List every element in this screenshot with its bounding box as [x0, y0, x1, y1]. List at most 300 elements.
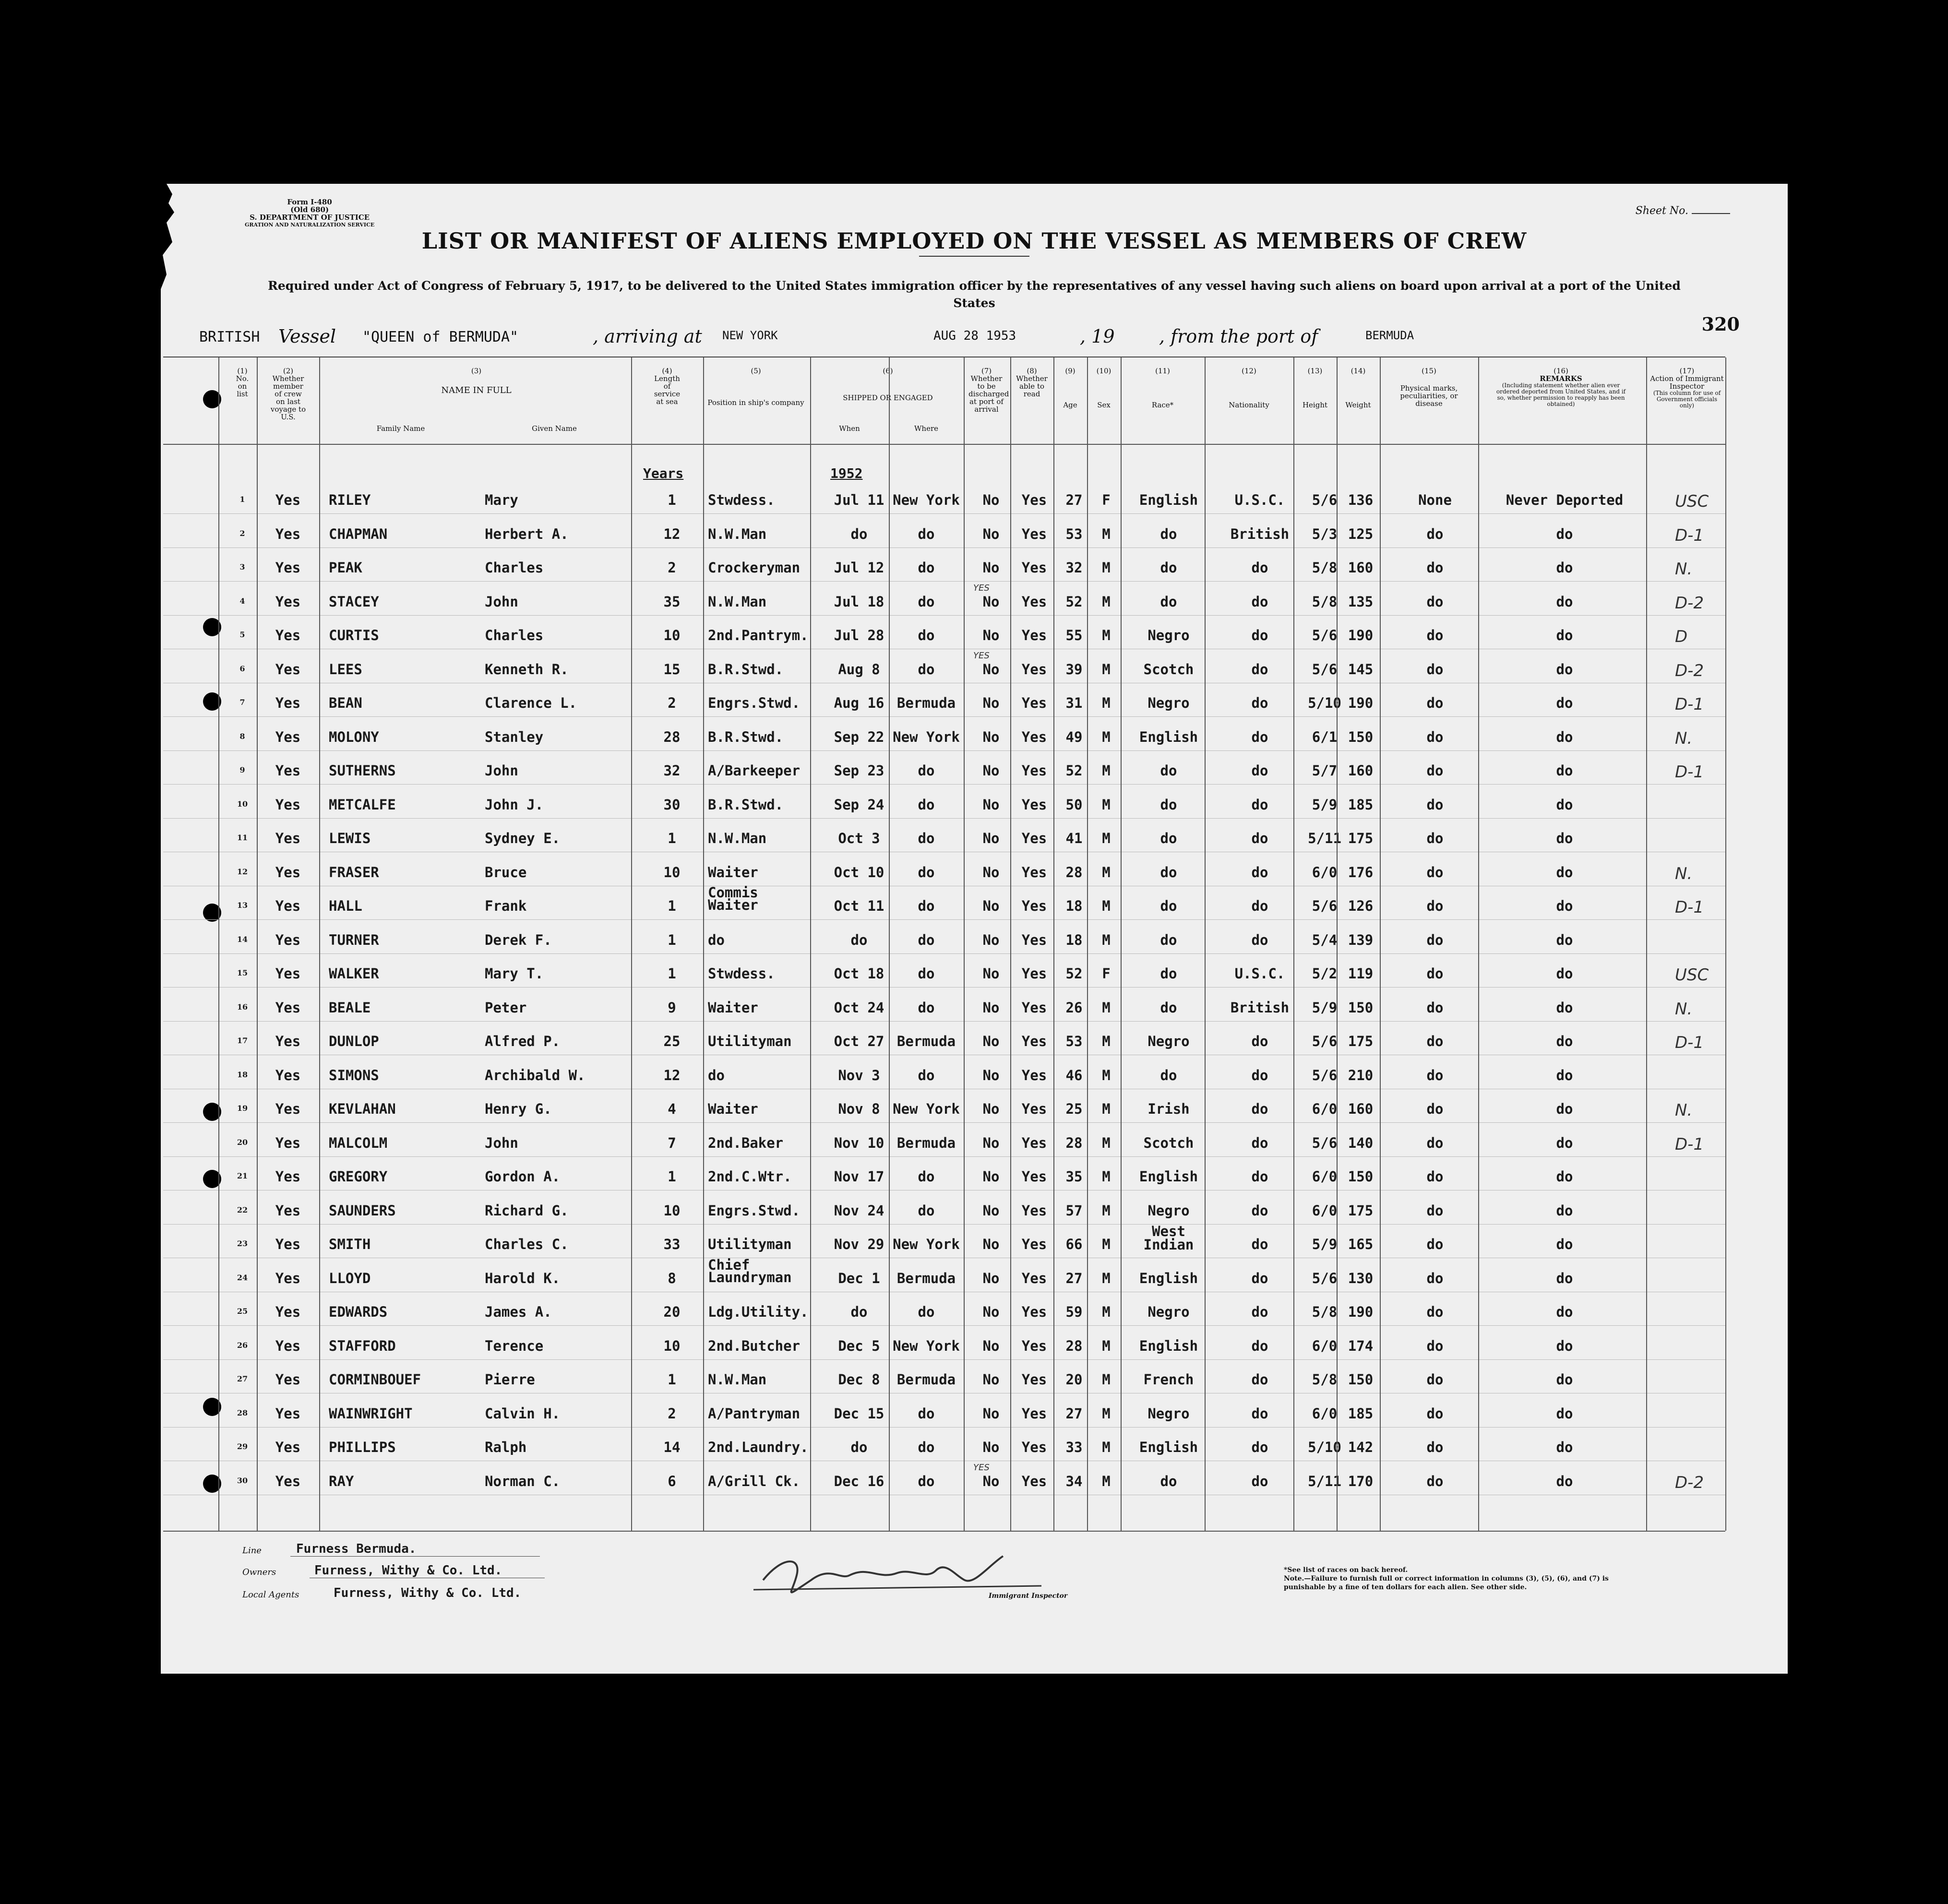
shipped-where: do — [918, 1439, 935, 1455]
physical-marks: do — [1426, 830, 1444, 846]
service-years: 10 — [663, 1202, 681, 1219]
row-rule — [163, 547, 1725, 548]
nationality: U.S.C. — [1234, 965, 1285, 982]
family-name: METCALFE — [329, 796, 396, 813]
row-number: 9 — [239, 765, 245, 774]
inspector-action: D-1 — [1675, 695, 1704, 714]
sex: M — [1102, 1101, 1111, 1117]
race: Negro — [1147, 627, 1190, 643]
nationality: do — [1251, 1439, 1268, 1455]
column-rule — [631, 357, 632, 1531]
physical-marks: do — [1426, 1439, 1444, 1455]
family-name: HALL — [329, 898, 362, 914]
service-years: 12 — [663, 1067, 681, 1083]
row-number: 21 — [237, 1171, 248, 1180]
agents-label: Local Agents — [242, 1590, 299, 1600]
shipped-when: Oct 27 — [834, 1033, 884, 1049]
physical-marks: do — [1426, 931, 1444, 948]
row-rule — [163, 1224, 1725, 1225]
inspector-action: USC — [1675, 492, 1709, 511]
physical-marks: do — [1426, 1168, 1444, 1185]
height: 5/2 — [1312, 965, 1338, 982]
age: 34 — [1065, 1473, 1083, 1489]
physical-marks: do — [1426, 661, 1444, 678]
vessel-label: Vessel — [278, 326, 336, 347]
prev-voyage: Yes — [275, 1202, 301, 1219]
race: Negro — [1147, 695, 1190, 711]
prev-voyage: Yes — [275, 1067, 301, 1083]
given-name: Harold K. — [485, 1270, 561, 1286]
form-department: S. DEPARTMENT OF JUSTICE — [250, 213, 370, 222]
sex: M — [1102, 695, 1111, 711]
service-years: 30 — [663, 796, 681, 813]
row-rule — [163, 750, 1725, 751]
position: Waiter — [708, 1101, 758, 1117]
remarks: do — [1556, 796, 1573, 813]
form-identifier — [245, 198, 374, 229]
sex: M — [1102, 931, 1111, 948]
row-number: 13 — [237, 901, 248, 910]
col15-header: (15) Physical marks, peculiarities, or disease — [1400, 367, 1458, 408]
height: 5/9 — [1312, 796, 1338, 813]
remarks: do — [1556, 1439, 1573, 1455]
col13-header: (13) Height — [1302, 367, 1328, 409]
sex: M — [1102, 830, 1111, 846]
sex: M — [1102, 661, 1111, 678]
races-note: *See list of races on back hereof. — [1284, 1566, 1408, 1574]
family-name: FRASER — [329, 864, 379, 881]
position: N.W.Man — [708, 593, 767, 610]
discharged: No — [982, 627, 1000, 643]
remarks: do — [1556, 1473, 1573, 1489]
service-years: 10 — [663, 864, 681, 881]
shipped-where: Bermuda — [896, 1270, 956, 1286]
nationality: do — [1251, 1101, 1268, 1117]
col3-header: (3) NAME IN FULL — [441, 367, 512, 395]
shipped-when: do — [850, 931, 868, 948]
shipped-when: Nov 24 — [834, 1202, 884, 1219]
weight: 190 — [1348, 1304, 1374, 1320]
given-name: Calvin H. — [485, 1405, 561, 1422]
given-name: Henry G. — [485, 1101, 552, 1117]
form-old-number: (Old 680) — [290, 205, 329, 214]
physical-marks: do — [1426, 728, 1444, 745]
age: 31 — [1065, 695, 1083, 711]
discharged: No — [982, 525, 1000, 542]
position: Crockeryman — [708, 559, 801, 576]
prev-voyage: Yes — [275, 999, 301, 1016]
col9-header: (9) Age — [1063, 367, 1077, 409]
discharged: No — [982, 593, 1000, 610]
shipped-where: Bermuda — [896, 1134, 956, 1151]
column-rule — [1380, 357, 1381, 1531]
nationality: do — [1251, 1168, 1268, 1185]
remarks: do — [1556, 931, 1573, 948]
nationality: do — [1251, 1033, 1268, 1049]
remarks: do — [1556, 1405, 1573, 1422]
discharged: No — [982, 1168, 1000, 1185]
remarks: do — [1556, 898, 1573, 914]
age: 20 — [1065, 1371, 1083, 1388]
col7-header: (7) Whether to be discharged at port of arrival — [968, 367, 1009, 414]
position: A/Grill Ck. — [708, 1473, 801, 1489]
column-rule — [1053, 357, 1054, 1531]
shipped-where: do — [918, 762, 935, 779]
shipped-where: do — [918, 999, 935, 1016]
prev-voyage: Yes — [275, 830, 301, 846]
race: do — [1160, 898, 1177, 914]
remarks: do — [1556, 1236, 1573, 1252]
race: French — [1143, 1371, 1194, 1388]
position: B.R.Stwd. — [708, 728, 784, 745]
given-name: Ralph — [485, 1439, 527, 1455]
age: 27 — [1065, 1405, 1083, 1422]
remarks: do — [1556, 830, 1573, 846]
race: Negro — [1147, 1304, 1190, 1320]
given-name: John — [485, 593, 518, 610]
discharged: No — [982, 695, 1000, 711]
nationality: do — [1251, 1236, 1268, 1252]
able-to-read: Yes — [1021, 728, 1047, 745]
nationality: British — [1230, 999, 1290, 1016]
row-rule — [163, 1359, 1725, 1360]
sex: M — [1102, 1337, 1111, 1354]
shipped-when: Oct 10 — [834, 864, 884, 881]
able-to-read: Yes — [1021, 1168, 1047, 1185]
remarks: do — [1556, 1202, 1573, 1219]
given-name: Kenneth R. — [485, 661, 569, 678]
prev-voyage: Yes — [275, 728, 301, 745]
form-service: GRATION AND NATURALIZATION SERVICE — [245, 222, 375, 228]
prev-voyage: Yes — [275, 1270, 301, 1286]
nationality: do — [1251, 1473, 1268, 1489]
shipped-where: do — [918, 525, 935, 542]
family-name: CHAPMAN — [329, 525, 388, 542]
column-rule — [1010, 357, 1011, 1531]
shipped-where: New York — [893, 1236, 960, 1252]
race: do — [1160, 1067, 1177, 1083]
row-number: 1 — [239, 495, 245, 504]
sex: M — [1102, 762, 1111, 779]
discharged: No — [982, 864, 1000, 881]
sex: M — [1102, 1033, 1111, 1049]
physical-marks: do — [1426, 1371, 1444, 1388]
race: do — [1160, 999, 1177, 1016]
height: 5/7 — [1312, 762, 1338, 779]
column-rule — [257, 357, 258, 1531]
service-years: 12 — [663, 525, 681, 542]
nationality: British — [1230, 525, 1290, 542]
height: 5/6 — [1312, 1033, 1338, 1049]
age: 26 — [1065, 999, 1083, 1016]
column-rule — [1121, 357, 1122, 1531]
service-years: 15 — [663, 661, 681, 678]
discharged: No — [982, 796, 1000, 813]
row-number: 8 — [239, 731, 245, 741]
remarks: do — [1556, 593, 1573, 610]
able-to-read: Yes — [1021, 864, 1047, 881]
where-header: Where — [914, 424, 938, 433]
position: N.W.Man — [708, 830, 767, 846]
column-rule — [964, 357, 965, 1531]
col10-header: (10) Sex — [1096, 367, 1111, 409]
row-rule — [163, 615, 1725, 616]
remarks: do — [1556, 559, 1573, 576]
prev-voyage: Yes — [275, 1033, 301, 1049]
position: A/Barkeeper — [708, 762, 801, 779]
row-number: 18 — [237, 1070, 248, 1079]
remarks: do — [1556, 1134, 1573, 1151]
physical-marks: do — [1426, 762, 1444, 779]
race: West Indian — [1143, 1223, 1194, 1253]
family-name: SUTHERNS — [329, 762, 396, 779]
race: English — [1139, 1337, 1198, 1354]
discharged: No — [982, 1405, 1000, 1422]
weight: 165 — [1348, 1236, 1374, 1252]
inspector-action: N. — [1675, 864, 1693, 883]
service-years: 9 — [668, 999, 676, 1016]
age: 50 — [1065, 796, 1083, 813]
service-years: 8 — [668, 1270, 676, 1286]
family-name: MALCOLM — [329, 1134, 388, 1151]
age: 18 — [1065, 931, 1083, 948]
shipped-where: do — [918, 593, 935, 610]
column-rule — [1725, 357, 1726, 1531]
given-name: Gordon A. — [485, 1168, 561, 1185]
weight: 150 — [1348, 999, 1374, 1016]
age: 46 — [1065, 1067, 1083, 1083]
sex: M — [1102, 1236, 1111, 1252]
column-rule — [703, 357, 704, 1531]
prev-voyage: Yes — [275, 1371, 301, 1388]
year-1952: 1952 — [830, 465, 863, 481]
given-name: John — [485, 1134, 518, 1151]
sex: M — [1102, 593, 1111, 610]
remarks: do — [1556, 1101, 1573, 1117]
shipped-when: do — [850, 525, 868, 542]
sex: M — [1102, 1371, 1111, 1388]
remarks: do — [1556, 1270, 1573, 1286]
row-number: 23 — [237, 1239, 248, 1248]
position: Engrs.Stwd. — [708, 695, 801, 711]
owners-label: Owners — [242, 1567, 276, 1577]
agents-value: Furness, Withy & Co. Ltd. — [334, 1586, 522, 1600]
inspector-action: D-2 — [1675, 1473, 1704, 1492]
weight: 150 — [1348, 1168, 1374, 1185]
able-to-read: Yes — [1021, 762, 1047, 779]
discharged: No — [982, 1202, 1000, 1219]
given-name: Charles — [485, 559, 544, 576]
row-number: 17 — [237, 1036, 248, 1045]
given-name: Terence — [485, 1337, 544, 1354]
prev-voyage: Yes — [275, 695, 301, 711]
family-name: BEALE — [329, 999, 371, 1016]
col14-header: (14) Weight — [1345, 367, 1371, 409]
age: 53 — [1065, 525, 1083, 542]
height: 5/6 — [1312, 1134, 1338, 1151]
able-to-read: Yes — [1021, 627, 1047, 643]
footer-agents — [242, 1542, 818, 1637]
prev-voyage: Yes — [275, 1236, 301, 1252]
prev-voyage: Yes — [275, 492, 301, 508]
position: 2nd.Butcher — [708, 1337, 801, 1354]
weight: 190 — [1348, 627, 1374, 643]
nationality: do — [1251, 1405, 1268, 1422]
arrival-date: AUG 28 1953 — [933, 329, 1016, 343]
family-name-header: Family Name — [376, 424, 425, 433]
height: 5/8 — [1312, 1371, 1338, 1388]
service-years: 25 — [663, 1033, 681, 1049]
given-name: Pierre — [485, 1371, 535, 1388]
service-years: 4 — [668, 1101, 676, 1117]
prev-voyage: Yes — [275, 1439, 301, 1455]
table-bottom-rule — [163, 1531, 1725, 1532]
shipped-where: do — [918, 965, 935, 982]
race: do — [1160, 931, 1177, 948]
age: 52 — [1065, 593, 1083, 610]
remarks: do — [1556, 525, 1573, 542]
inspector-action: USC — [1675, 965, 1709, 985]
family-name: LLOYD — [329, 1270, 371, 1286]
discharged: No — [982, 1337, 1000, 1354]
inspector-action: N. — [1675, 999, 1693, 1019]
service-years: 1 — [668, 1168, 676, 1185]
remarks: do — [1556, 1168, 1573, 1185]
position: Stwdess. — [708, 965, 775, 982]
race: do — [1160, 864, 1177, 881]
able-to-read: Yes — [1021, 1202, 1047, 1219]
shipped-when: Dec 15 — [834, 1405, 884, 1422]
discharged: No — [982, 830, 1000, 846]
height: 5/8 — [1312, 559, 1338, 576]
sex: M — [1102, 1439, 1111, 1455]
able-to-read: Yes — [1021, 1033, 1047, 1049]
inspector-label: Immigrant Inspector — [989, 1592, 1068, 1600]
family-name: SMITH — [329, 1236, 371, 1252]
when-header: When — [839, 424, 860, 433]
shipped-when: Nov 17 — [834, 1168, 884, 1185]
page-number: 320 — [1701, 313, 1740, 335]
race: do — [1160, 1473, 1177, 1489]
physical-marks: do — [1426, 965, 1444, 982]
shipped-when: Jul 12 — [834, 559, 884, 576]
col12-header: (12) Nationality — [1229, 367, 1269, 409]
footer-notes — [1284, 1566, 1649, 1592]
race: do — [1160, 830, 1177, 846]
row-number: 14 — [237, 934, 248, 944]
position: Utilityman — [708, 1033, 792, 1049]
discharged: No — [982, 1304, 1000, 1320]
row-rule — [163, 953, 1725, 954]
race: do — [1160, 525, 1177, 542]
header-rule — [163, 444, 1725, 445]
shipped-where: Bermuda — [896, 1033, 956, 1049]
able-to-read: Yes — [1021, 661, 1047, 678]
shipped-where: do — [918, 1168, 935, 1185]
family-name: STACEY — [329, 593, 379, 610]
nationality: do — [1251, 796, 1268, 813]
prev-voyage: Yes — [275, 931, 301, 948]
line-value: Furness Bermuda. — [296, 1542, 417, 1556]
height: 5/10 — [1308, 695, 1341, 711]
able-to-read: Yes — [1021, 1304, 1047, 1320]
remarks: Never Deported — [1506, 492, 1624, 508]
remarks: do — [1556, 965, 1573, 982]
sex: M — [1102, 525, 1111, 542]
given-name: Mary — [485, 492, 518, 508]
row-number: 30 — [237, 1476, 248, 1485]
shipped-where: do — [918, 661, 935, 678]
discharged: No — [982, 965, 1000, 982]
weight: 125 — [1348, 525, 1374, 542]
column-rule — [1087, 357, 1088, 1531]
row-rule — [163, 716, 1725, 717]
shipped-when: do — [850, 1304, 868, 1320]
shipped-when: Nov 3 — [838, 1067, 880, 1083]
weight: 175 — [1348, 1033, 1374, 1049]
sex: M — [1102, 1405, 1111, 1422]
discharged: No — [982, 999, 1000, 1016]
service-years: 1 — [668, 931, 676, 948]
family-name: RILEY — [329, 492, 371, 508]
nationality: do — [1251, 1371, 1268, 1388]
age: 53 — [1065, 1033, 1083, 1049]
physical-marks: do — [1426, 559, 1444, 576]
years-label: Years — [643, 465, 684, 481]
age: 59 — [1065, 1304, 1083, 1320]
physical-marks: do — [1426, 1337, 1444, 1354]
shipped-when: Nov 29 — [834, 1236, 884, 1252]
given-name: Richard G. — [485, 1202, 569, 1219]
race: English — [1139, 728, 1198, 745]
sex: F — [1102, 965, 1111, 982]
yes-overwrite: YES — [973, 650, 990, 661]
height: 6/1 — [1312, 728, 1338, 745]
prev-voyage: Yes — [275, 525, 301, 542]
sex: M — [1102, 1134, 1111, 1151]
discharged: No — [982, 728, 1000, 745]
shipped-where: do — [918, 1304, 935, 1320]
physical-marks: do — [1426, 1236, 1444, 1252]
row-number: 29 — [237, 1442, 248, 1451]
discharged: No — [982, 1067, 1000, 1083]
family-name: RAY — [329, 1473, 354, 1489]
remarks: do — [1556, 999, 1573, 1016]
column-rule — [218, 357, 219, 1531]
weight: 175 — [1348, 830, 1374, 846]
shipped-where: do — [918, 796, 935, 813]
service-years: 2 — [668, 1405, 676, 1422]
able-to-read: Yes — [1021, 1101, 1047, 1117]
sex: M — [1102, 1168, 1111, 1185]
shipped-when: Sep 22 — [834, 728, 884, 745]
physical-marks: do — [1426, 695, 1444, 711]
sex: M — [1102, 864, 1111, 881]
height: 6/0 — [1312, 864, 1338, 881]
discharged: No — [982, 1134, 1000, 1151]
shipped-when: Jul 11 — [834, 492, 884, 508]
inspector-action: D-1 — [1675, 1134, 1704, 1154]
given-name: Sydney E. — [485, 830, 561, 846]
column-rule — [810, 357, 811, 1531]
position: N.W.Man — [708, 1371, 767, 1388]
service-years: 2 — [668, 559, 676, 576]
physical-marks: do — [1426, 1270, 1444, 1286]
service-years: 20 — [663, 1304, 681, 1320]
prev-voyage: Yes — [275, 1337, 301, 1354]
nationality: do — [1251, 695, 1268, 711]
column-rule — [889, 357, 890, 1531]
